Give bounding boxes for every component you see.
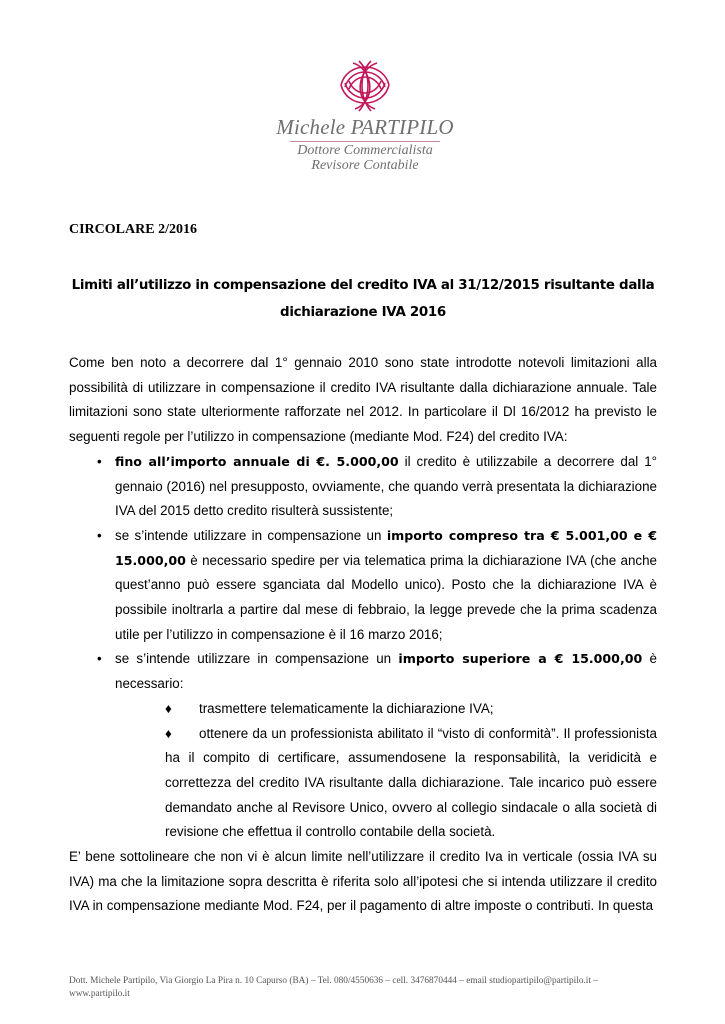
document-body	[69, 351, 657, 919]
document-title	[69, 272, 657, 326]
bullet-icon: •	[97, 527, 102, 543]
list-item	[69, 722, 657, 846]
list-item	[69, 450, 657, 524]
bullet-text: è necessario:	[115, 651, 657, 692]
title-line-2: dichiarazione IVA 2016	[280, 305, 446, 320]
bullet-bold-text: importo superiore a € 15.000,00	[398, 651, 643, 667]
bullet-bold-text: importo compreso tra € 5.001,00 e € 15.000,00	[115, 527, 657, 568]
bullet-bold-text: fino all’importo annuale di €. 5.000,00	[115, 453, 399, 469]
page-footer: Dott. Michele Partipilo, Via Giorgio La Pira n. 10 Capurso (BA) – Tel. 080/4550636 – cell. 3476870444 – email studiopartipilo@partipilo.it – www.partipilo.it	[69, 976, 598, 999]
diamond-bullet-icon: ♦	[165, 700, 172, 716]
logo-divider	[290, 141, 440, 142]
bullet-icon: •	[97, 453, 102, 469]
letterhead-logo	[270, 55, 460, 185]
subitem-text: trasmettere telematicamente la dichiarazione IVA;	[199, 700, 494, 716]
logo-subtitle-2: Revisore Contabile	[311, 158, 419, 173]
bullet-lead-text: se s’intende utilizzare in compensazione un	[115, 651, 399, 667]
requirements-list	[69, 697, 657, 845]
bullet-text: è necessario spedire per via telematica prima la dichiarazione IVA (che anche quest’anno può essere sganciata dal Modello unico). Posto che la dichiarazione IVA è possibile inoltrarla a partire dal mese di febbraio, la legge prevede che la prima scadenza utile per l’utilizzo in compensazione è il 16 marzo 2016;	[115, 552, 657, 642]
title-line-1: Limiti all’utilizzo in compensazione del credito IVA al 31/12/2015 risultante dalla	[71, 278, 655, 293]
bullet-lead-text: se s’intende utilizzare in compensazione un	[115, 527, 387, 543]
logo-name: Michele PARTIPILO	[276, 115, 454, 139]
logo-subtitle-1: Dottore Commercialista	[297, 143, 433, 158]
closing-paragraph: E’ bene sottolineare che non vi è alcun limite nell’utilizzare il credito Iva in verticale (ossia IVA su IVA) ma che la limitazione sopra descritta è riferita solo all’ipotesi che si intenda utilizzare il credito IVA in compensazione mediante Mod. F24, per il pagamento di altre imposte o contributi. In questa	[69, 849, 657, 914]
bullet-icon: •	[97, 651, 102, 667]
pink-swirl-logo-icon	[333, 55, 397, 115]
intro-paragraph: Come ben noto a decorrere dal 1° gennaio 2010 sono state introdotte notevoli limitazioni alla possibilità di utilizzare in compensazione il credito IVA risultante dalla dichiarazione annuale. Tale limitazioni sono state ulteriormente rafforzate nel 2012. In particolare il Dl 16/2012 ha previsto le seguenti regole per l’utilizzo in compensazione (mediante Mod. F24) del credito IVA:	[69, 355, 657, 445]
list-item	[69, 524, 657, 648]
list-item	[69, 697, 657, 722]
subitem-text: ottenere da un professionista abilitato il “visto di conformità”. Il professionista ha il compito di certificare, assumendosene la responsabilità, la veridicità e correttezza del credito IVA risultante dalla dichiarazione. Tale incarico può essere demandato anche al Revisore Unico, ovvero al collegio sindacale o alla società di revisione che effettua il controllo contabile della società.	[165, 725, 657, 840]
circular-heading: CIRCOLARE 2/2016	[69, 222, 197, 237]
bullet-text: il credito è utilizzabile a decorrere dal 1° gennaio (2016) nel presupposto, ovviamente, che quando verrà presentata la dichiarazione IVA del 2015 detto credito risulterà sussistente;	[115, 453, 657, 519]
rules-list	[69, 450, 657, 697]
list-item	[69, 647, 657, 696]
diamond-bullet-icon: ♦	[165, 725, 172, 741]
